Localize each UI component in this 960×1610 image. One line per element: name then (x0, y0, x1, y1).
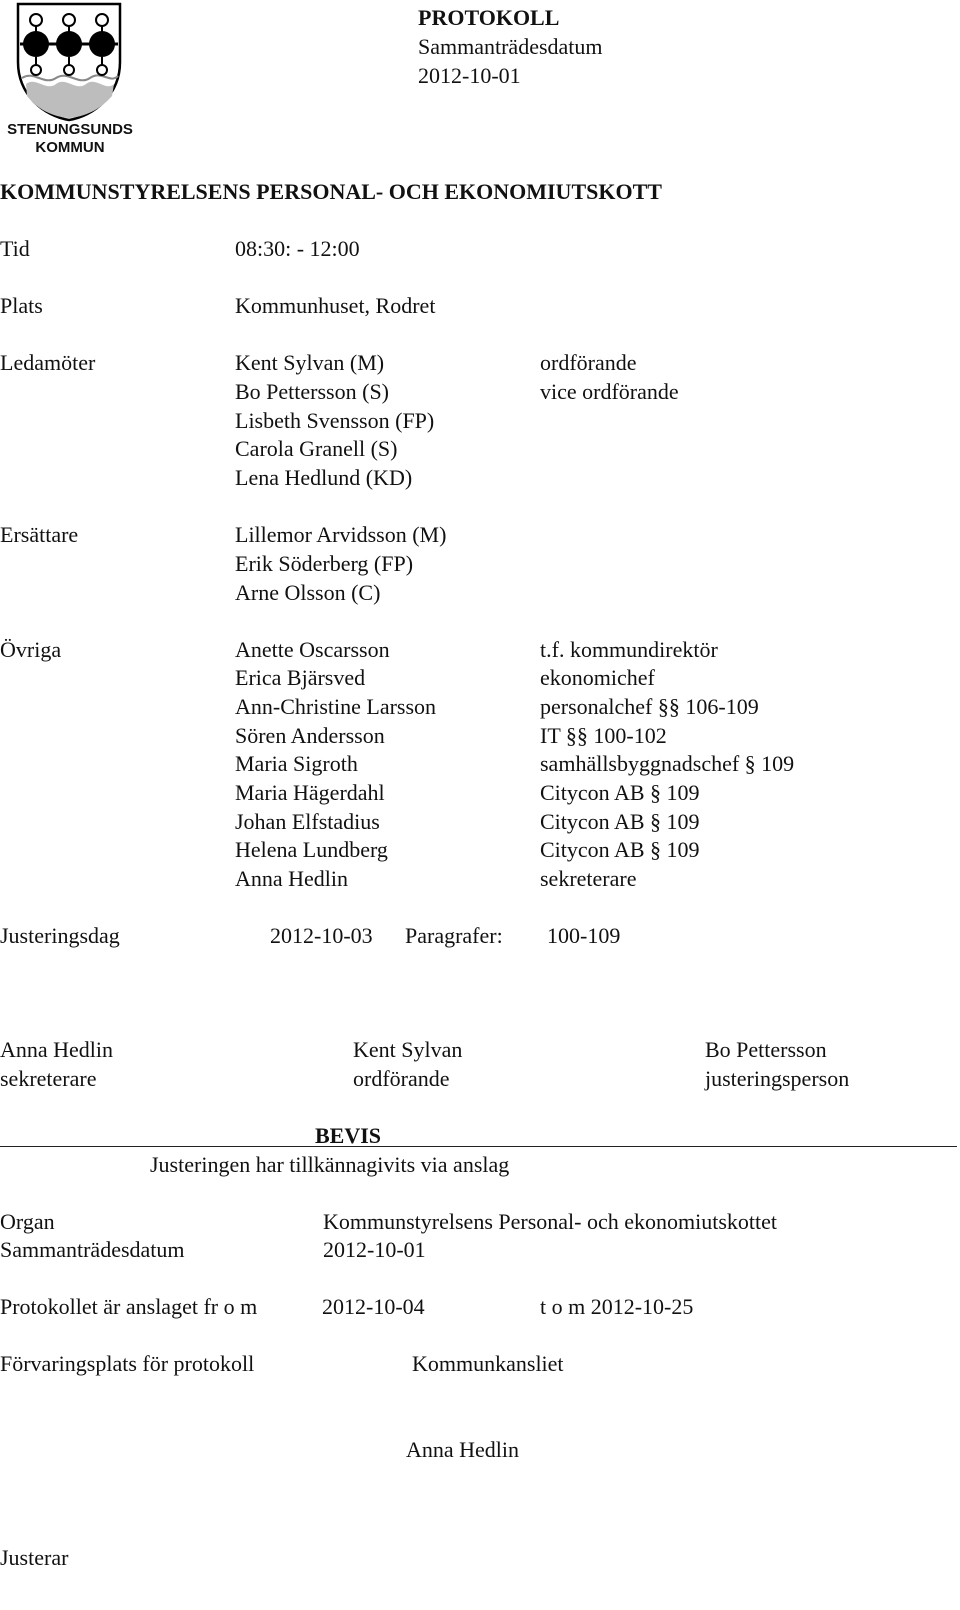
other-role: samhällsbyggnadschef § 109 (540, 751, 795, 776)
organ-label: Organ (0, 1209, 55, 1234)
substitute-name: Erik Söderberg (FP) (235, 551, 414, 576)
other-name: Anna Hedlin (235, 866, 349, 891)
other-name: Sören Andersson (235, 723, 385, 748)
member-role: vice ordförande (540, 379, 679, 404)
other-name: Erica Bjärsved (235, 665, 366, 690)
crest-wave (26, 82, 114, 118)
plats-value: Kommunhuset, Rodret (235, 293, 436, 318)
ledamoter-label: Ledamöter (0, 350, 96, 375)
member-name: Bo Pettersson (S) (235, 379, 389, 404)
header-date: 2012-10-01 (418, 63, 521, 88)
anslag-to: t o m 2012-10-25 (540, 1294, 694, 1319)
bevis-signer: Anna Hedlin (406, 1437, 520, 1462)
signature-role: ordförande (353, 1066, 450, 1091)
other-name: Johan Elfstadius (235, 809, 380, 834)
other-name: Ann-Christine Larsson (235, 694, 437, 719)
member-name: Lena Hedlund (KD) (235, 465, 413, 490)
justering-date: 2012-10-03 (270, 923, 373, 948)
paragraf-label: Paragrafer: (405, 923, 503, 948)
substitute-name: Lillemor Arvidsson (M) (235, 522, 447, 547)
anslag-label: Protokollet är anslaget fr o m (0, 1294, 258, 1319)
protocol-title: PROTOKOLL (418, 5, 560, 30)
justerar-label: Justerar (0, 1545, 69, 1570)
member-name: Carola Granell (S) (235, 436, 398, 461)
municipal-crest-icon (14, 0, 124, 122)
member-name: Lisbeth Svensson (FP) (235, 408, 435, 433)
signature-name: Bo Pettersson (705, 1037, 827, 1062)
other-name: Helena Lundberg (235, 837, 388, 862)
tid-label: Tid (0, 236, 30, 261)
plats-label: Plats (0, 293, 43, 318)
bevis-date-label: Sammanträdesdatum (0, 1237, 185, 1262)
forvaring-label: Förvaringsplats för protokoll (0, 1351, 255, 1376)
header-date-label: Sammanträdesdatum (418, 34, 603, 59)
other-name: Maria Sigroth (235, 751, 358, 776)
other-role: Citycon AB § 109 (540, 809, 700, 834)
justering-label: Justeringsdag (0, 923, 120, 948)
bevis-title: BEVIS (315, 1123, 382, 1148)
divider-line (0, 1146, 957, 1147)
signature-name: Kent Sylvan (353, 1037, 463, 1062)
member-role: ordförande (540, 350, 637, 375)
forvaring-value: Kommunkansliet (412, 1351, 564, 1376)
substitute-name: Arne Olsson (C) (235, 580, 381, 605)
other-role: IT §§ 100-102 (540, 723, 667, 748)
organ-value: Kommunstyrelsens Personal- och ekonomiutskottet (323, 1209, 777, 1234)
signature-name: Anna Hedlin (0, 1037, 114, 1062)
other-name: Maria Hägerdahl (235, 780, 385, 805)
signature-role: sekreterare (0, 1066, 97, 1091)
bevis-date-value: 2012-10-01 (323, 1237, 426, 1262)
logo-line-1: STENUNGSUNDS (7, 121, 133, 138)
bevis-subtitle: Justeringen har tillkännagivits via anslag (150, 1152, 510, 1177)
other-name: Anette Oscarsson (235, 637, 390, 662)
committee-title: KOMMUNSTYRELSENS PERSONAL- OCH EKONOMIUTSKOTT (0, 179, 662, 204)
signature-role: justeringsperson (705, 1066, 850, 1091)
other-role: ekonomichef (540, 665, 655, 690)
member-name: Kent Sylvan (M) (235, 350, 385, 375)
other-role: sekreterare (540, 866, 637, 891)
ovriga-label: Övriga (0, 637, 62, 662)
other-role: Citycon AB § 109 (540, 837, 700, 862)
logo-line-2: KOMMUN (35, 139, 105, 156)
other-role: t.f. kommundirektör (540, 637, 718, 662)
paragraf-value: 100-109 (547, 923, 621, 948)
anslag-from: 2012-10-04 (322, 1294, 425, 1319)
ersattare-label: Ersättare (0, 522, 79, 547)
other-role: Citycon AB § 109 (540, 780, 700, 805)
tid-value: 08:30: - 12:00 (235, 236, 360, 261)
other-role: personalchef §§ 106-109 (540, 694, 759, 719)
